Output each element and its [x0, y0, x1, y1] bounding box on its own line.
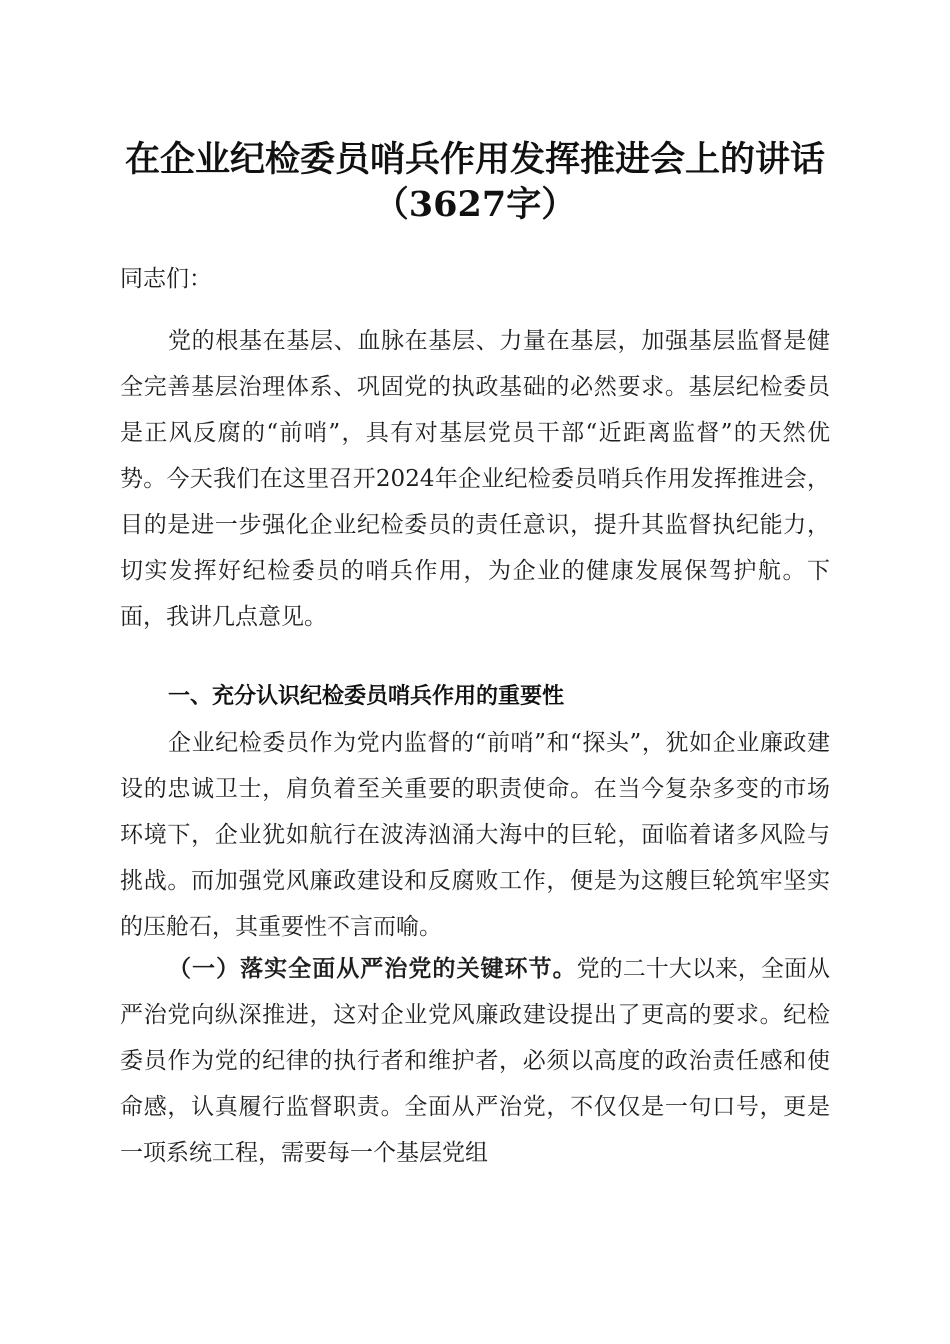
intro-paragraph — [120, 318, 830, 640]
subsection-body: 党的二十大以来，全面从严治党向纵深推进，这对企业党风廉政建设提出了更高的要求。纪检委员作为党的纪律的执行者和维护者，必须以高度的政治责任感和使命感，认真履行监督职责。全面从严治党，不仅仅是一句口号，更是一项系统工程，需要每一个基层党组 — [120, 956, 831, 1166]
document-title: 在企业纪检委员哨兵作用发挥推进会上的讲话 — [124, 139, 825, 180]
paragraph-text — [120, 946, 830, 1176]
subsection-heading: （一）落实全面从严治党的关键环节。 — [168, 955, 577, 982]
section-paragraph — [120, 720, 830, 950]
salutation: 同志们： — [120, 266, 212, 292]
section-heading: 一、充分认识纪检委员哨兵作用的重要性 — [168, 684, 565, 709]
subsection-paragraph — [120, 946, 830, 1176]
paragraph-text: 党的根基在基层、血脉在基层、力量在基层，加强基层监督是健全完善基层治理体系、巩固党的执政基础的必然要求。基层纪检委员是正风反腐的“前哨”，具有对基层党员干部“近距离监督”的天然优势。今天我们在这里召开2024年企业纪检委员哨兵作用发挥推进会，目的是进一步强化企业纪检委员的责任意识，提升其监督执纪能力，切实发挥好纪检委员的哨兵作用，为企业的健康发展保驾护航。下面，我讲几点意见。 — [120, 328, 830, 630]
document-word-count: （3627字） — [373, 184, 577, 225]
paragraph-text: 企业纪检委员作为党内监督的“前哨”和“探头”，犹如企业廉政建设的忠诚卫士，肩负着至关重要的职责使命。在当今复杂多变的市场环境下，企业犹如航行在波涛汹涌大海中的巨轮，面临着诸多风险与挑战。而加强党风廉政建设和反腐败工作，便是为这艘巨轮筑牢坚实的压舱石，其重要性不言而喻。 — [120, 730, 830, 940]
